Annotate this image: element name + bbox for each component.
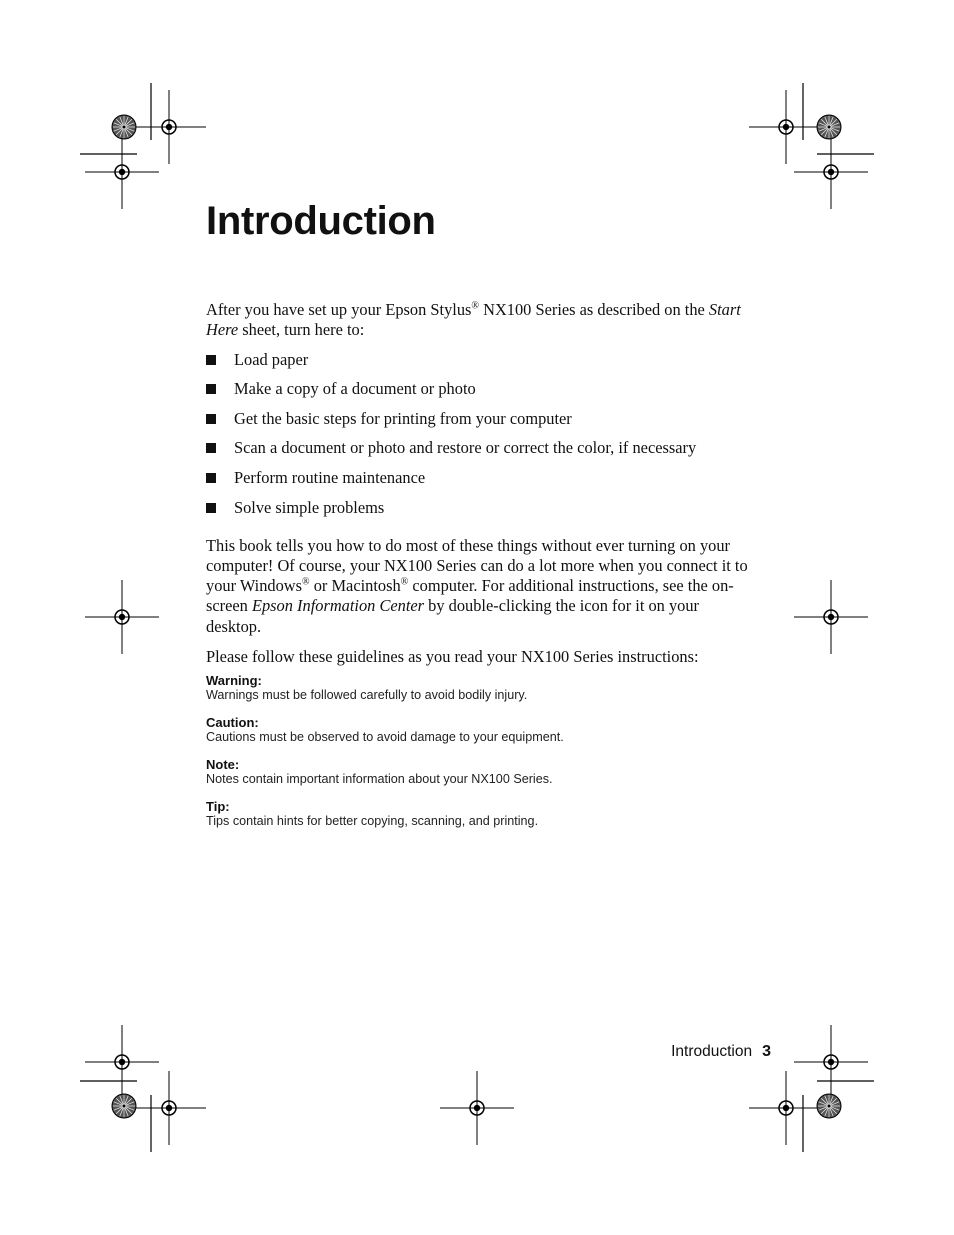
tip-notice (206, 799, 751, 829)
notice-text: Notes contain important information about your NX100 Series. (206, 772, 553, 787)
para1-text-3: computer. For additional instructions, see the on-screen (206, 576, 734, 616)
page-body (206, 300, 751, 841)
notice-text: Tips contain hints for better copying, scanning, and printing. (206, 814, 539, 829)
para1-text-2: or Macintosh (309, 576, 401, 596)
page-title: Introduction (206, 199, 436, 243)
list-item-text: Load paper (234, 349, 309, 369)
list-item-text: Scan a document or photo and restore or correct the color, if necessary (234, 438, 697, 458)
body-paragraph-2: Please follow these guidelines as you read your NX100 Series instructions: (206, 647, 699, 667)
list-item-text: Perform routine maintenance (234, 467, 426, 487)
epson-information-center-reference: Epson Information Center (251, 596, 425, 616)
notice-label: Warning: (206, 673, 262, 689)
notice-text: Cautions must be observed to avoid damage to your equipment. (206, 730, 564, 745)
note-notice (206, 757, 751, 787)
list-item (206, 409, 751, 429)
caution-notice (206, 715, 751, 745)
square-bullet-icon (206, 414, 216, 424)
para1-text-1: This book tells you how to do most of these things without ever turning on your computer! Of course, your NX100 Series can do a lot more when you connect it to your Windows (206, 535, 748, 596)
list-item-text: Solve simple problems (234, 497, 385, 517)
registered-mark: ® (302, 576, 310, 588)
list-item-text: Get the basic steps for printing from your computer (234, 408, 572, 428)
warning-notice (206, 673, 751, 703)
square-bullet-icon (206, 355, 216, 365)
start-here-reference: Start Here (206, 300, 741, 340)
list-item-text: Make a copy of a document or photo (234, 379, 476, 399)
registered-mark: ® (400, 576, 409, 588)
intro-text-3: sheet, turn here to: (238, 320, 365, 340)
square-bullet-icon (206, 443, 216, 453)
list-item (206, 498, 751, 518)
list-item (206, 350, 751, 370)
square-bullet-icon (206, 384, 216, 394)
intro-text-2: NX100 Series as described on the (479, 300, 709, 319)
intro-paragraph (206, 300, 751, 341)
topic-list (206, 350, 751, 518)
notice-label: Tip: (206, 799, 230, 815)
page-number: 3 (762, 1043, 771, 1060)
registered-mark: ® (471, 300, 480, 312)
square-bullet-icon (206, 473, 216, 483)
page-footer (600, 1041, 771, 1063)
para1-text-4: by double-clicking the icon for it on your desktop. (206, 596, 699, 636)
list-item (206, 438, 751, 458)
notice-label: Caution: (206, 715, 259, 731)
square-bullet-icon (206, 503, 216, 513)
list-item (206, 468, 751, 488)
notice-text: Warnings must be followed carefully to avoid bodily injury. (206, 688, 528, 703)
notice-label: Note: (206, 757, 240, 773)
intro-text-1: After you have set up your Epson Stylus (206, 300, 472, 319)
footer-section: Introduction (671, 1043, 753, 1060)
body-paragraph-1 (206, 536, 751, 637)
list-item (206, 379, 751, 399)
